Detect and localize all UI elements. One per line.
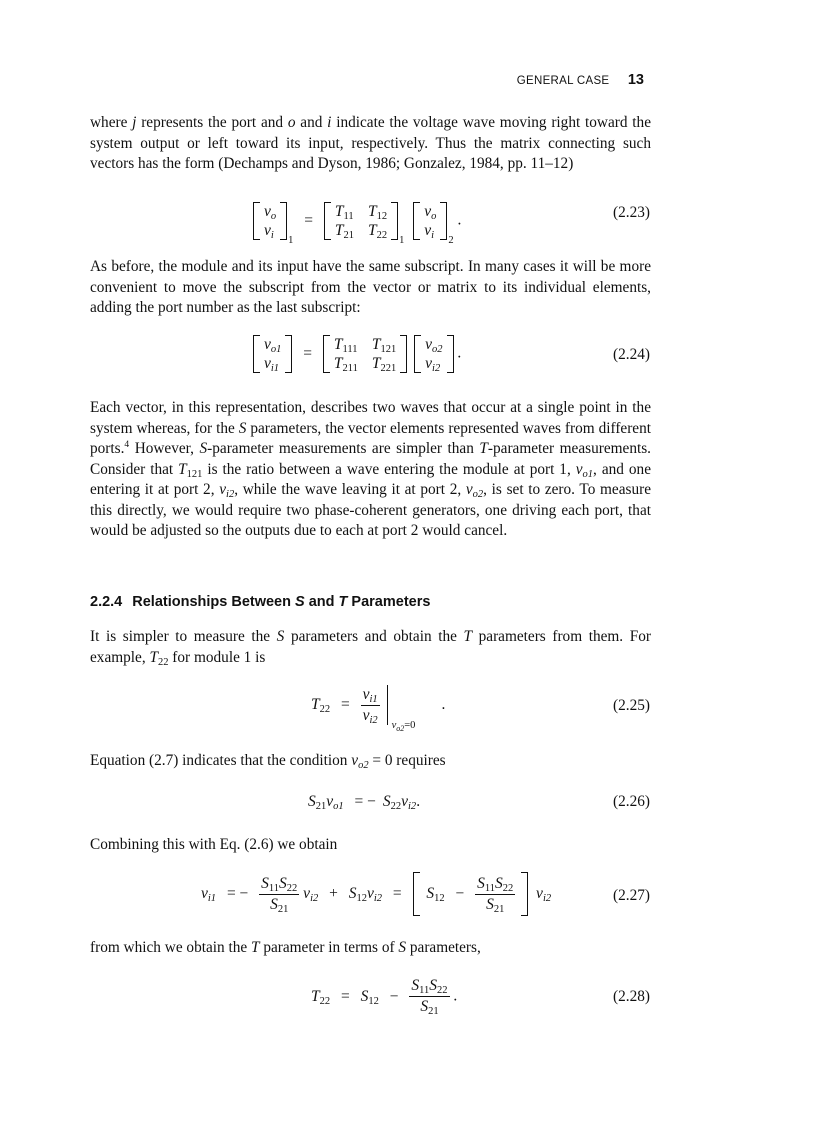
equation-number: (2.26): [613, 793, 650, 810]
paragraph-1: where j represents the port and o and i indicate the voltage wave moving right toward the system output or left toward its input, respectively. Thus the matrix connecting such vectors has the form (Dechamps and Dyson, 1986; Gonzalez, 1984, pp. 11–12): [90, 114, 651, 172]
equation-number: (2.27): [613, 887, 650, 904]
running-header: [517, 71, 644, 89]
equation-2-26: $S_{21}v_{o1}$ = − $S_{22}v_{i2}$.: [308, 793, 421, 812]
section-heading: 2.2.4 Relationships Between S and T Parameters: [90, 594, 431, 610]
equation-2-28: $T_{22} = S_{12}$ − $\frac{S_{11}S_{22}}{S_{21}}$ .: [311, 977, 458, 1017]
paragraph-3: Each vector, in this representation, describes two waves that occur at a single point in the system whereas, for the S parameters, the vector elements represented waves from different ports.$^4$ However, S-parameter measurements are simpler than T-parameter measurements. Consider that $T_{121}$ is the ratio between a wave entering the module at port 1, $v_{o1}$, and one entering it at port 2, $v_{i2}$, while the wave leaving it at port 2, $v_{o2}$, is set to zero. To measure this directly, we would require two phase-coherent generators, one driving each port, that would be adjusted so the outputs due to each at port 2 would cancel.: [90, 399, 651, 539]
equation-number: (2.24): [613, 346, 650, 363]
equation-2-23: $v_o$ $v_i$ 1 = $T_{11}$ $T_{12}$ $T_{21}$ $T_{22}$ 1 $v_o$ $v_i$ 2 .: [253, 202, 461, 240]
equation-number: (2.28): [613, 988, 650, 1005]
equation-2-24: $v_{o1}$ $v_{i1}$ = $T_{111}$ $T_{121}$ $T_{211}$ $T_{221}$ $v_{o2}$ $v_{i2}$ .: [253, 335, 461, 373]
running-head: GENERAL CASE: [516, 75, 610, 87]
paragraph-7: from which we obtain the T parameter in terms of S parameters,: [90, 939, 481, 956]
paragraph-6: Combining this with Eq. (2.6) we obtain: [90, 836, 338, 853]
paragraph-4: It is simpler to measure the S parameters and obtain the T parameters from them. For example, $T_{22}$ for module 1 is: [90, 628, 651, 668]
paragraph-5: Equation (2.7) indicates that the condition $v_{o2} = 0$ requires: [90, 752, 446, 771]
equation-number: (2.25): [613, 697, 650, 714]
equation-2-25: $T_{22}$ = $\frac{v_{i1}}{v_{i2}}$ $v_{o2}=0$ .: [311, 685, 446, 733]
page-number: 13: [627, 72, 644, 88]
paragraph-2: As before, the module and its input have the same subscript. In many cases it will be more convenient to move the subscript from the vector or matrix to its individual elements, adding the port number as the last subscript:: [90, 258, 651, 316]
equation-number: (2.23): [613, 204, 650, 221]
equation-2-27: $v_{i1}$ = − $\frac{S_{11}S_{22}}{S_{21}}$ $v_{i2} + S_{12}v_{i2} = S_{12}$ − $\frac{S_{11}S_{22}}{S_{21}}$ $v_{i2}$: [201, 872, 551, 916]
